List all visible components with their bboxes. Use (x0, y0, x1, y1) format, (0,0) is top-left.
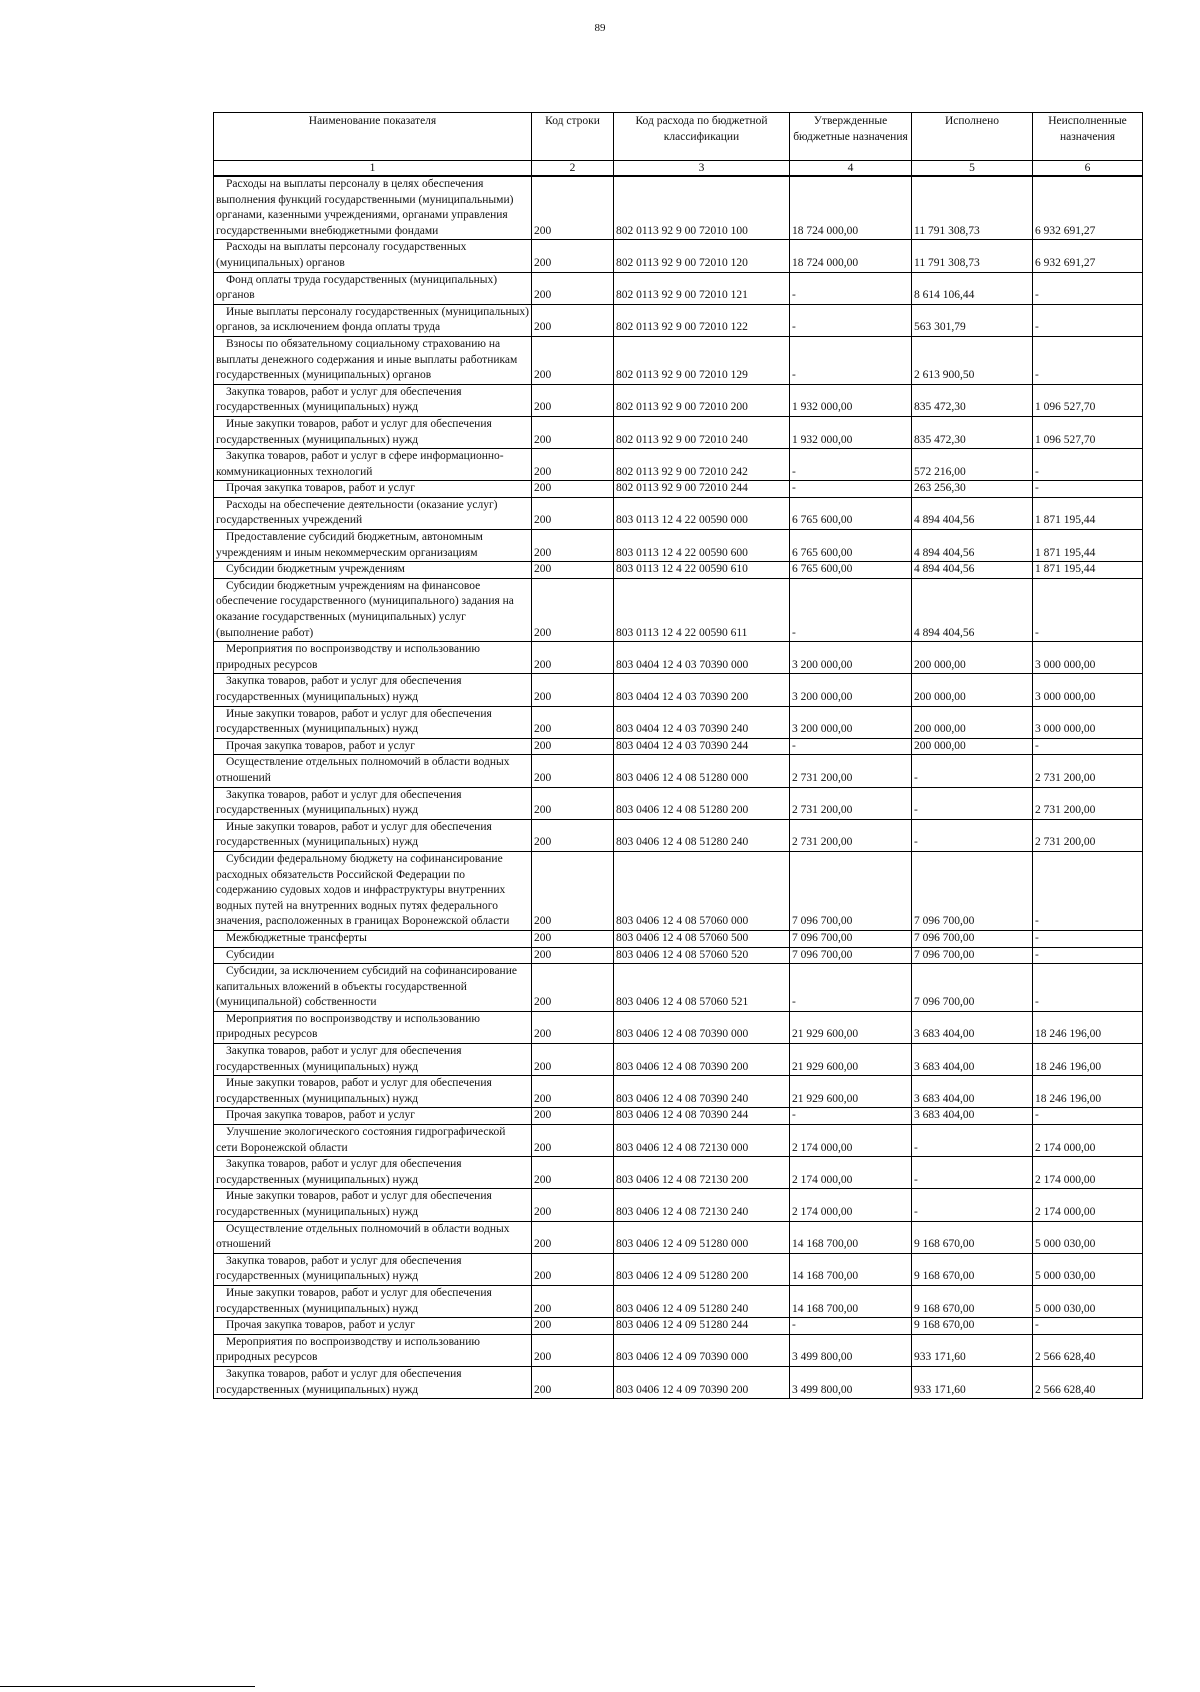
header-executed: Исполнено (912, 113, 1033, 161)
row-code-cell: 802 0113 92 9 00 72010 200 (614, 384, 790, 416)
table-row (214, 304, 1143, 336)
row-approved-cell: - (790, 449, 912, 481)
row-code-cell: 803 0404 12 4 03 70390 200 (614, 674, 790, 706)
row-code-cell: 802 0113 92 9 00 72010 129 (614, 336, 790, 384)
table-row (214, 497, 1143, 529)
table-row (214, 1334, 1143, 1366)
row-approved-cell: 7 096 700,00 (790, 947, 912, 964)
row-name-cell: Иные закупки товаров, работ и услуг для обеспечения государственных (муниципальных) нужд (214, 416, 532, 448)
footer-divider (0, 1686, 255, 1687)
row-line-cell: 200 (532, 930, 614, 947)
row-executed-cell: 9 168 670,00 (912, 1253, 1033, 1285)
row-unexecuted-cell: 5 000 030,00 (1033, 1285, 1143, 1317)
row-name-cell: Закупка товаров, работ и услуг для обеспечения государственных (муниципальных) нужд (214, 674, 532, 706)
row-approved-cell: 2 731 200,00 (790, 755, 912, 787)
row-approved-cell: - (790, 304, 912, 336)
row-approved-cell: 14 168 700,00 (790, 1221, 912, 1253)
header-unexecuted: Неисполненные назначения (1033, 113, 1143, 161)
row-code-cell: 802 0113 92 9 00 72010 242 (614, 449, 790, 481)
row-name-cell: Мероприятия по воспроизводству и использованию природных ресурсов (214, 642, 532, 674)
row-name-cell: Закупка товаров, работ и услуг для обеспечения государственных (муниципальных) нужд (214, 787, 532, 819)
row-approved-cell: 3 200 000,00 (790, 642, 912, 674)
row-unexecuted-cell: 1 871 195,44 (1033, 562, 1143, 579)
row-line-cell: 200 (532, 578, 614, 641)
row-code-cell: 803 0406 12 4 08 70390 244 (614, 1108, 790, 1125)
row-approved-cell: 21 929 600,00 (790, 1044, 912, 1076)
row-name-cell: Субсидии, за исключением субсидий на софинансирование капитальных вложений в объекты государственной (муниципальной) собственности (214, 964, 532, 1012)
row-name-cell: Иные закупки товаров, работ и услуг для обеспечения государственных (муниципальных) нужд (214, 819, 532, 851)
row-line-cell: 200 (532, 1318, 614, 1335)
row-executed-cell: 200 000,00 (912, 642, 1033, 674)
row-approved-cell: 6 765 600,00 (790, 530, 912, 562)
row-code-cell: 803 0404 12 4 03 70390 240 (614, 706, 790, 738)
table-row (214, 1125, 1143, 1157)
table-row (214, 819, 1143, 851)
row-name-cell: Мероприятия по воспроизводству и использованию природных ресурсов (214, 1334, 532, 1366)
row-line-cell: 200 (532, 755, 614, 787)
row-name-cell: Закупка товаров, работ и услуг для обеспечения государственных (муниципальных) нужд (214, 1366, 532, 1398)
row-code-cell: 803 0406 12 4 08 72130 000 (614, 1125, 790, 1157)
row-approved-cell: 7 096 700,00 (790, 851, 912, 930)
row-code-cell: 803 0406 12 4 08 57060 521 (614, 964, 790, 1012)
row-line-cell: 200 (532, 416, 614, 448)
row-unexecuted-cell: - (1033, 578, 1143, 641)
row-unexecuted-cell: - (1033, 481, 1143, 498)
row-approved-cell: 2 174 000,00 (790, 1157, 912, 1189)
row-executed-cell: 3 683 404,00 (912, 1108, 1033, 1125)
row-unexecuted-cell: - (1033, 930, 1143, 947)
column-number: 4 (790, 161, 912, 177)
row-line-cell: 200 (532, 851, 614, 930)
table-row (214, 562, 1143, 579)
row-executed-cell: - (912, 1125, 1033, 1157)
row-unexecuted-cell: 18 246 196,00 (1033, 1011, 1143, 1043)
row-code-cell: 802 0113 92 9 00 72010 122 (614, 304, 790, 336)
row-executed-cell: 8 614 106,44 (912, 272, 1033, 304)
row-line-cell: 200 (532, 706, 614, 738)
table-row (214, 530, 1143, 562)
row-unexecuted-cell: - (1033, 336, 1143, 384)
table-row (214, 1253, 1143, 1285)
row-code-cell: 803 0406 12 4 08 51280 200 (614, 787, 790, 819)
row-executed-cell: 4 894 404,56 (912, 578, 1033, 641)
row-approved-cell: 14 168 700,00 (790, 1285, 912, 1317)
row-approved-cell: 14 168 700,00 (790, 1253, 912, 1285)
row-line-cell: 200 (532, 272, 614, 304)
row-unexecuted-cell: 3 000 000,00 (1033, 706, 1143, 738)
row-line-cell: 200 (532, 336, 614, 384)
row-executed-cell: 9 168 670,00 (912, 1285, 1033, 1317)
header-approved: Утвержденные бюджетные назначения (790, 113, 912, 161)
page-number: 89 (594, 22, 606, 34)
row-line-cell: 200 (532, 1108, 614, 1125)
row-line-cell: 200 (532, 384, 614, 416)
row-approved-cell: - (790, 272, 912, 304)
row-approved-cell: - (790, 964, 912, 1012)
row-executed-cell: 7 096 700,00 (912, 947, 1033, 964)
row-approved-cell: 3 499 800,00 (790, 1334, 912, 1366)
table-row (214, 1366, 1143, 1398)
row-code-cell: 803 0406 12 4 09 51280 240 (614, 1285, 790, 1317)
row-name-cell: Осуществление отдельных полномочий в области водных отношений (214, 1221, 532, 1253)
row-unexecuted-cell: 2 731 200,00 (1033, 787, 1143, 819)
row-approved-cell: 18 724 000,00 (790, 240, 912, 272)
row-code-cell: 803 0406 12 4 08 72130 200 (614, 1157, 790, 1189)
row-unexecuted-cell: - (1033, 738, 1143, 755)
header-expense-code: Код расхода по бюджетной классификации (614, 113, 790, 161)
row-code-cell: 803 0113 12 4 22 00590 600 (614, 530, 790, 562)
row-unexecuted-cell: 1 871 195,44 (1033, 530, 1143, 562)
row-executed-cell: 200 000,00 (912, 706, 1033, 738)
row-approved-cell: 3 200 000,00 (790, 674, 912, 706)
column-number: 2 (532, 161, 614, 177)
table-row (214, 176, 1143, 240)
table-row (214, 1108, 1143, 1125)
row-approved-cell: 2 174 000,00 (790, 1189, 912, 1221)
row-executed-cell: 11 791 308,73 (912, 176, 1033, 240)
table-row (214, 674, 1143, 706)
row-code-cell: 803 0406 12 4 08 70390 000 (614, 1011, 790, 1043)
row-executed-cell: 263 256,30 (912, 481, 1033, 498)
header-indicator-name: Наименование показателя (214, 113, 532, 161)
row-line-cell: 200 (532, 1285, 614, 1317)
table-row (214, 1044, 1143, 1076)
table-row (214, 1285, 1143, 1317)
row-line-cell: 200 (532, 449, 614, 481)
row-line-cell: 200 (532, 497, 614, 529)
row-name-cell: Иные закупки товаров, работ и услуг для обеспечения государственных (муниципальных) нужд (214, 1285, 532, 1317)
row-line-cell: 200 (532, 1189, 614, 1221)
row-line-cell: 200 (532, 481, 614, 498)
row-unexecuted-cell: 1 096 527,70 (1033, 416, 1143, 448)
row-executed-cell: 2 613 900,50 (912, 336, 1033, 384)
row-line-cell: 200 (532, 947, 614, 964)
table-row (214, 336, 1143, 384)
row-approved-cell: - (790, 481, 912, 498)
row-line-cell: 200 (532, 738, 614, 755)
row-name-cell: Расходы на выплаты персоналу в целях обеспечения выполнения функций государственными (муниципальными) органами, казенными учреждениями, органами управления государственными внебюджетными фондами (214, 176, 532, 240)
row-name-cell: Закупка товаров, работ и услуг для обеспечения государственных (муниципальных) нужд (214, 384, 532, 416)
row-code-cell: 802 0113 92 9 00 72010 100 (614, 176, 790, 240)
row-code-cell: 802 0113 92 9 00 72010 240 (614, 416, 790, 448)
header-line-code: Код строки (532, 113, 614, 161)
row-name-cell: Прочая закупка товаров, работ и услуг (214, 738, 532, 755)
table-row (214, 1318, 1143, 1335)
row-unexecuted-cell: - (1033, 272, 1143, 304)
row-name-cell: Иные закупки товаров, работ и услуг для обеспечения государственных (муниципальных) нужд (214, 706, 532, 738)
row-executed-cell: 7 096 700,00 (912, 964, 1033, 1012)
row-name-cell: Мероприятия по воспроизводству и использованию природных ресурсов (214, 1011, 532, 1043)
row-unexecuted-cell: 2 731 200,00 (1033, 755, 1143, 787)
row-code-cell: 803 0406 12 4 09 70390 200 (614, 1366, 790, 1398)
row-line-cell: 200 (532, 1334, 614, 1366)
row-unexecuted-cell: 2 174 000,00 (1033, 1157, 1143, 1189)
row-unexecuted-cell: 6 932 691,27 (1033, 240, 1143, 272)
row-executed-cell: 835 472,30 (912, 416, 1033, 448)
row-code-cell: 803 0113 12 4 22 00590 611 (614, 578, 790, 641)
row-unexecuted-cell: 1 096 527,70 (1033, 384, 1143, 416)
row-line-cell: 200 (532, 819, 614, 851)
table-row (214, 964, 1143, 1012)
table-row (214, 642, 1143, 674)
row-unexecuted-cell: - (1033, 449, 1143, 481)
row-executed-cell: 835 472,30 (912, 384, 1033, 416)
table-row (214, 1221, 1143, 1253)
column-number: 1 (214, 161, 532, 177)
row-approved-cell: - (790, 578, 912, 641)
row-name-cell: Расходы на обеспечение деятельности (оказание услуг) государственных учреждений (214, 497, 532, 529)
row-name-cell: Субсидии бюджетным учреждениям (214, 562, 532, 579)
row-approved-cell: 18 724 000,00 (790, 176, 912, 240)
row-executed-cell: 7 096 700,00 (912, 851, 1033, 930)
row-approved-cell: 3 499 800,00 (790, 1366, 912, 1398)
row-unexecuted-cell: 2 566 628,40 (1033, 1334, 1143, 1366)
row-executed-cell: 3 683 404,00 (912, 1044, 1033, 1076)
row-line-cell: 200 (532, 787, 614, 819)
row-executed-cell: 572 216,00 (912, 449, 1033, 481)
row-approved-cell: - (790, 738, 912, 755)
row-approved-cell: - (790, 1108, 912, 1125)
row-unexecuted-cell: - (1033, 964, 1143, 1012)
row-name-cell: Взносы по обязательному социальному страхованию на выплаты денежного содержания и иные выплаты работникам государственных (муниципальных) органов (214, 336, 532, 384)
row-executed-cell: - (912, 1157, 1033, 1189)
table-row (214, 481, 1143, 498)
row-code-cell: 803 0406 12 4 08 72130 240 (614, 1189, 790, 1221)
row-executed-cell: 4 894 404,56 (912, 530, 1033, 562)
row-code-cell: 803 0406 12 4 08 51280 000 (614, 755, 790, 787)
row-code-cell: 803 0406 12 4 08 57060 000 (614, 851, 790, 930)
row-executed-cell: 3 683 404,00 (912, 1076, 1033, 1108)
row-unexecuted-cell: 2 731 200,00 (1033, 819, 1143, 851)
row-executed-cell: 7 096 700,00 (912, 930, 1033, 947)
row-unexecuted-cell: 6 932 691,27 (1033, 176, 1143, 240)
row-code-cell: 803 0406 12 4 08 70390 200 (614, 1044, 790, 1076)
table-row (214, 1076, 1143, 1108)
column-number: 5 (912, 161, 1033, 177)
row-executed-cell: - (912, 755, 1033, 787)
row-executed-cell: 933 171,60 (912, 1366, 1033, 1398)
table-row (214, 449, 1143, 481)
row-unexecuted-cell: 2 174 000,00 (1033, 1125, 1143, 1157)
row-executed-cell: 9 168 670,00 (912, 1318, 1033, 1335)
row-name-cell: Закупка товаров, работ и услуг для обеспечения государственных (муниципальных) нужд (214, 1044, 532, 1076)
row-executed-cell: 4 894 404,56 (912, 497, 1033, 529)
table-row (214, 1189, 1143, 1221)
table-row (214, 578, 1143, 641)
row-name-cell: Субсидии федеральному бюджету на софинансирование расходных обязательств Российской Федерации по содержанию судовых ходов и инфраструктуры внутренних водных путей на внутренних водных путях федерального значения, расположенных в границах Воронежской области (214, 851, 532, 930)
table-row (214, 851, 1143, 930)
table-row (214, 1011, 1143, 1043)
row-executed-cell: 563 301,79 (912, 304, 1033, 336)
row-name-cell: Улучшение экологического состояния гидрографической сети Воронежской области (214, 1125, 532, 1157)
row-approved-cell: 3 200 000,00 (790, 706, 912, 738)
row-code-cell: 803 0406 12 4 08 57060 520 (614, 947, 790, 964)
row-approved-cell: - (790, 336, 912, 384)
row-code-cell: 803 0406 12 4 08 51280 240 (614, 819, 790, 851)
row-approved-cell: 6 765 600,00 (790, 497, 912, 529)
row-executed-cell: 200 000,00 (912, 674, 1033, 706)
row-code-cell: 803 0406 12 4 09 51280 244 (614, 1318, 790, 1335)
row-code-cell: 803 0406 12 4 08 70390 240 (614, 1076, 790, 1108)
table-row (214, 416, 1143, 448)
table-row (214, 1157, 1143, 1189)
table-row (214, 755, 1143, 787)
column-number: 3 (614, 161, 790, 177)
column-number-row (214, 161, 1143, 177)
row-line-cell: 200 (532, 1157, 614, 1189)
row-approved-cell: 2 174 000,00 (790, 1125, 912, 1157)
row-code-cell: 803 0404 12 4 03 70390 000 (614, 642, 790, 674)
row-approved-cell: 6 765 600,00 (790, 562, 912, 579)
row-unexecuted-cell: 18 246 196,00 (1033, 1076, 1143, 1108)
row-name-cell: Иные выплаты персоналу государственных (муниципальных) органов, за исключением фонда оплаты труда (214, 304, 532, 336)
row-name-cell: Межбюджетные трансферты (214, 930, 532, 947)
row-line-cell: 200 (532, 1044, 614, 1076)
row-approved-cell: 1 932 000,00 (790, 384, 912, 416)
row-code-cell: 802 0113 92 9 00 72010 244 (614, 481, 790, 498)
row-executed-cell: 11 791 308,73 (912, 240, 1033, 272)
row-executed-cell: 9 168 670,00 (912, 1221, 1033, 1253)
row-line-cell: 200 (532, 304, 614, 336)
row-name-cell: Прочая закупка товаров, работ и услуг (214, 1318, 532, 1335)
row-unexecuted-cell: 5 000 030,00 (1033, 1221, 1143, 1253)
row-approved-cell: 2 731 200,00 (790, 787, 912, 819)
row-name-cell: Иные закупки товаров, работ и услуг для обеспечения государственных (муниципальных) нужд (214, 1076, 532, 1108)
row-executed-cell: 933 171,60 (912, 1334, 1033, 1366)
row-code-cell: 802 0113 92 9 00 72010 121 (614, 272, 790, 304)
row-unexecuted-cell: 1 871 195,44 (1033, 497, 1143, 529)
row-line-cell: 200 (532, 1125, 614, 1157)
table-row (214, 787, 1143, 819)
row-name-cell: Закупка товаров, работ и услуг в сфере информационно-коммуникационных технологий (214, 449, 532, 481)
row-name-cell: Субсидии (214, 947, 532, 964)
row-line-cell: 200 (532, 530, 614, 562)
row-executed-cell: - (912, 819, 1033, 851)
row-unexecuted-cell: 2 174 000,00 (1033, 1189, 1143, 1221)
row-unexecuted-cell: 5 000 030,00 (1033, 1253, 1143, 1285)
row-code-cell: 803 0406 12 4 09 70390 000 (614, 1334, 790, 1366)
row-line-cell: 200 (532, 1011, 614, 1043)
row-line-cell: 200 (532, 674, 614, 706)
row-code-cell: 803 0404 12 4 03 70390 244 (614, 738, 790, 755)
row-line-cell: 200 (532, 1366, 614, 1398)
row-name-cell: Закупка товаров, работ и услуг для обеспечения государственных (муниципальных) нужд (214, 1253, 532, 1285)
row-line-cell: 200 (532, 240, 614, 272)
row-line-cell: 200 (532, 562, 614, 579)
row-line-cell: 200 (532, 642, 614, 674)
row-name-cell: Прочая закупка товаров, работ и услуг (214, 481, 532, 498)
header-row (214, 113, 1143, 161)
row-name-cell: Осуществление отдельных полномочий в области водных отношений (214, 755, 532, 787)
row-approved-cell: 21 929 600,00 (790, 1011, 912, 1043)
row-line-cell: 200 (532, 1253, 614, 1285)
row-line-cell: 200 (532, 1076, 614, 1108)
row-name-cell: Фонд оплаты труда государственных (муниципальных) органов (214, 272, 532, 304)
table-row (214, 706, 1143, 738)
table-body (214, 176, 1143, 1399)
row-unexecuted-cell: - (1033, 947, 1143, 964)
row-executed-cell: 200 000,00 (912, 738, 1033, 755)
row-name-cell: Закупка товаров, работ и услуг для обеспечения государственных (муниципальных) нужд (214, 1157, 532, 1189)
row-name-cell: Предоставление субсидий бюджетным, автономным учреждениям и иным некоммерческим организациям (214, 530, 532, 562)
row-executed-cell: 3 683 404,00 (912, 1011, 1033, 1043)
table-row (214, 738, 1143, 755)
row-unexecuted-cell: 18 246 196,00 (1033, 1044, 1143, 1076)
table-row (214, 272, 1143, 304)
row-unexecuted-cell: 3 000 000,00 (1033, 642, 1143, 674)
row-code-cell: 803 0406 12 4 09 51280 000 (614, 1221, 790, 1253)
row-line-cell: 200 (532, 1221, 614, 1253)
row-code-cell: 803 0406 12 4 08 57060 500 (614, 930, 790, 947)
row-unexecuted-cell: 3 000 000,00 (1033, 674, 1143, 706)
row-approved-cell: 1 932 000,00 (790, 416, 912, 448)
row-code-cell: 803 0113 12 4 22 00590 610 (614, 562, 790, 579)
row-name-cell: Расходы на выплаты персоналу государственных (муниципальных) органов (214, 240, 532, 272)
row-executed-cell: - (912, 1189, 1033, 1221)
row-name-cell: Иные закупки товаров, работ и услуг для обеспечения государственных (муниципальных) нужд (214, 1189, 532, 1221)
row-executed-cell: 4 894 404,56 (912, 562, 1033, 579)
table-row (214, 947, 1143, 964)
table-row (214, 384, 1143, 416)
row-unexecuted-cell: - (1033, 304, 1143, 336)
budget-execution-table (213, 112, 1143, 1399)
row-line-cell: 200 (532, 176, 614, 240)
row-unexecuted-cell: - (1033, 1318, 1143, 1335)
row-unexecuted-cell: - (1033, 851, 1143, 930)
column-number: 6 (1033, 161, 1143, 177)
row-unexecuted-cell: - (1033, 1108, 1143, 1125)
row-approved-cell: 2 731 200,00 (790, 819, 912, 851)
row-unexecuted-cell: 2 566 628,40 (1033, 1366, 1143, 1398)
row-approved-cell: - (790, 1318, 912, 1335)
row-name-cell: Прочая закупка товаров, работ и услуг (214, 1108, 532, 1125)
row-line-cell: 200 (532, 964, 614, 1012)
row-approved-cell: 7 096 700,00 (790, 930, 912, 947)
row-executed-cell: - (912, 787, 1033, 819)
table-row (214, 240, 1143, 272)
row-code-cell: 803 0113 12 4 22 00590 000 (614, 497, 790, 529)
row-name-cell: Субсидии бюджетным учреждениям на финансовое обеспечение государственного (муниципального) задания на оказание государственных (муниципальных) услуг (выполнение работ) (214, 578, 532, 641)
row-code-cell: 802 0113 92 9 00 72010 120 (614, 240, 790, 272)
table-row (214, 930, 1143, 947)
row-code-cell: 803 0406 12 4 09 51280 200 (614, 1253, 790, 1285)
row-approved-cell: 21 929 600,00 (790, 1076, 912, 1108)
